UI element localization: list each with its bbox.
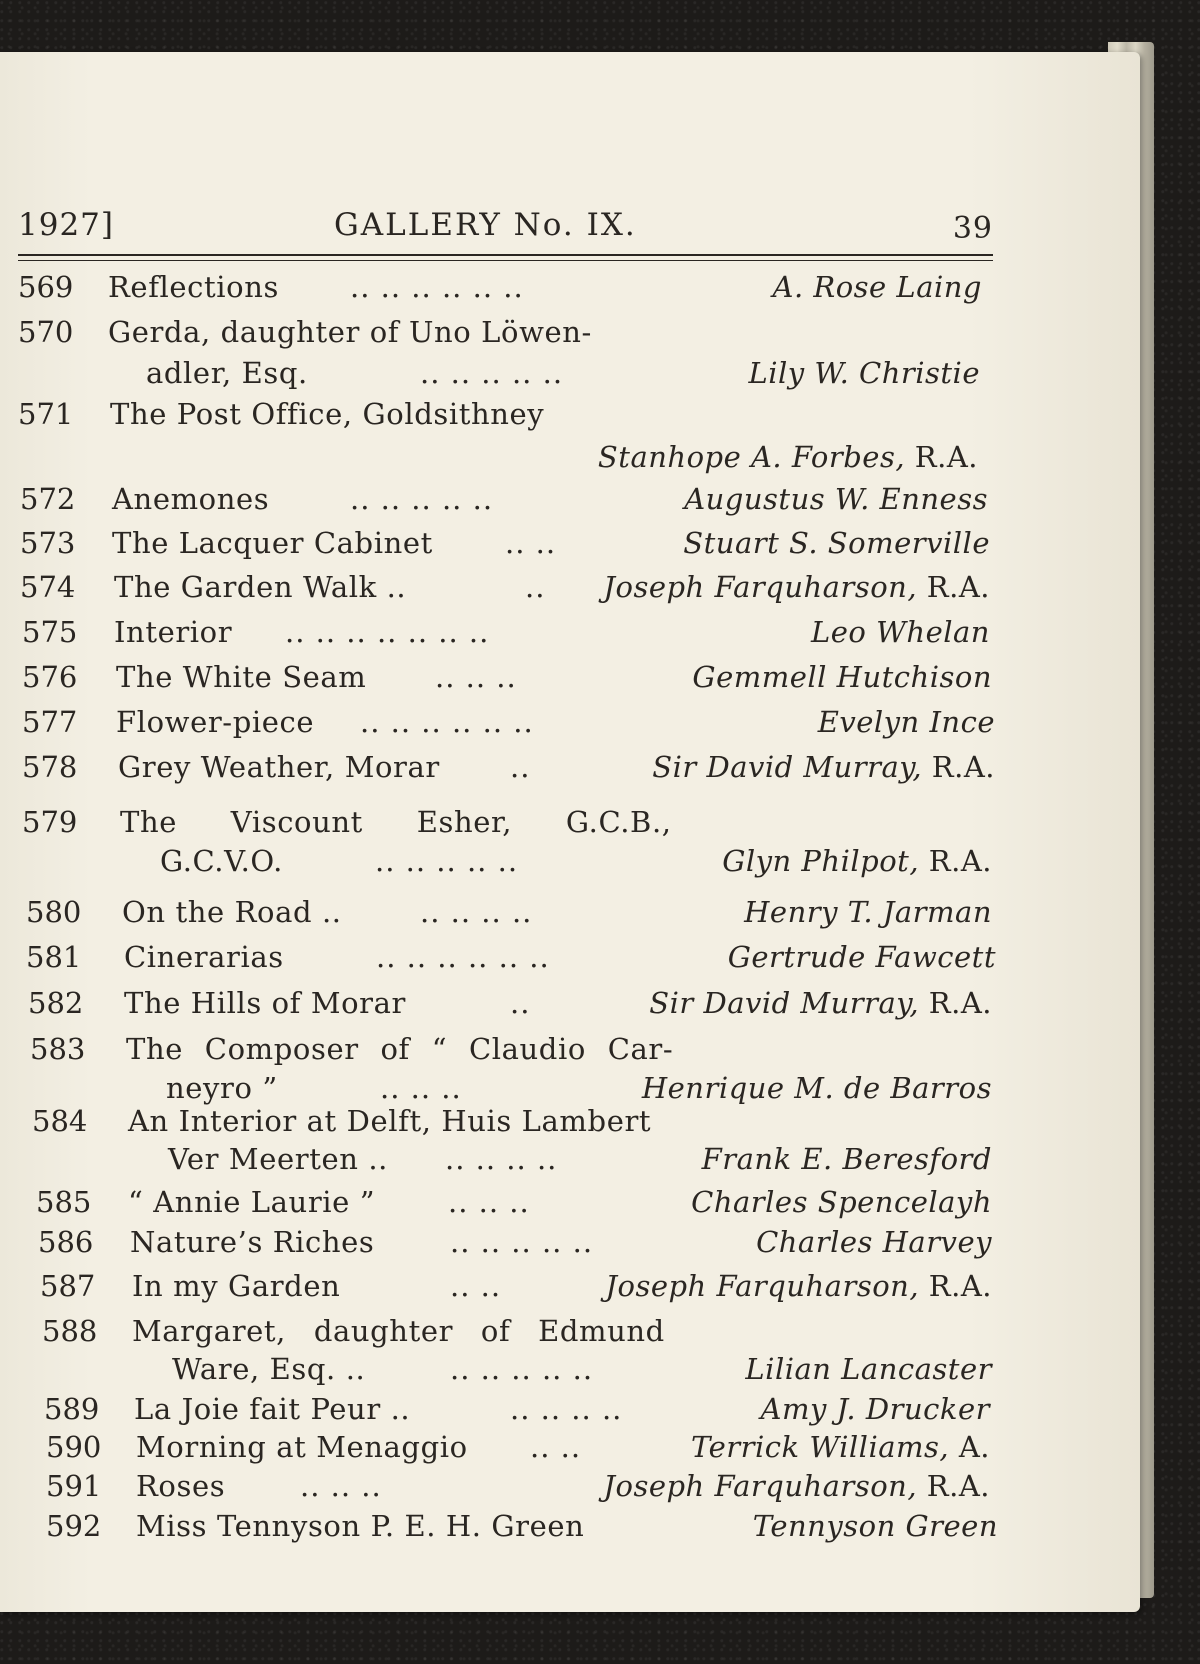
entry-title: The Composer of “ Claudio Car- [126, 1032, 674, 1066]
dot-leader: .. .. .. .. [510, 1392, 623, 1426]
catalogue-entry [0, 981, 1140, 1025]
entry-artist: Stanhope A. Forbes, R.A. [597, 440, 978, 474]
catalogue-entry [0, 477, 1140, 521]
entry-number: 569 [18, 270, 74, 304]
dot-leader: .. .. .. .. .. [375, 844, 519, 878]
catalogue-entry [0, 655, 1140, 699]
dot-leader: .. .. .. .. .. .. [350, 270, 524, 304]
entry-artist: Tennyson Green [752, 1509, 998, 1543]
entry-title-continued: Ver Meerten .. [168, 1142, 388, 1176]
entry-title: The Hills of Morar [124, 986, 406, 1020]
dot-leader: .. .. .. [380, 1071, 462, 1105]
catalogue-entry [0, 392, 1140, 436]
entry-title: An Interior at Delft, Huis Lambert [128, 1104, 652, 1138]
entry-title: Flower-piece [116, 705, 315, 739]
entry-artist: Glyn Philpot, R.A. [722, 844, 992, 878]
dot-leader: .. .. .. [300, 1469, 382, 1503]
entry-number: 580 [26, 895, 82, 929]
entry-artist: Amy J. Drucker [760, 1392, 990, 1426]
entry-number: 570 [18, 315, 74, 349]
book-page [0, 52, 1140, 1612]
page-content [0, 52, 1140, 1612]
entry-number: 581 [26, 940, 82, 974]
entry-number: 588 [42, 1314, 98, 1348]
entry-title: The Lacquer Cabinet [112, 526, 433, 560]
dot-leader: .. .. .. .. .. [420, 356, 564, 390]
entry-title: “ Annie Laurie ” [128, 1185, 376, 1219]
dot-leader: .. .. [505, 526, 557, 560]
entry-title: On the Road .. [122, 895, 342, 929]
entry-number: 591 [46, 1469, 102, 1503]
dot-leader: .. .. .. .. [420, 895, 533, 929]
catalogue-entry [0, 1027, 1140, 1071]
entry-number: 577 [22, 705, 78, 739]
entry-title: Nature’s Riches [130, 1225, 375, 1259]
entry-artist: Gertrude Fawcett [727, 940, 996, 974]
entry-artist: Sir David Murray, R.A. [649, 986, 992, 1020]
entry-title: Gerda, daughter of Uno Löwen- [108, 315, 592, 349]
header-rule-thick [18, 254, 993, 256]
entry-title-continued: neyro ” [166, 1071, 278, 1105]
entry-artist: Terrick Williams, A. [691, 1430, 990, 1464]
entry-number: 576 [22, 660, 78, 694]
catalogue-entry [0, 1425, 1140, 1469]
dot-leader: .. .. [530, 1430, 582, 1464]
entry-title: Grey Weather, Morar [118, 750, 440, 784]
dot-leader: .. .. .. .. .. .. .. [285, 615, 490, 649]
dot-leader: .. .. .. .. [445, 1142, 558, 1176]
entry-number: 592 [46, 1509, 102, 1543]
entry-number: 582 [28, 986, 84, 1020]
entry-title: Reflections [108, 270, 279, 304]
entry-artist: Joseph Farquharson, R.A. [603, 570, 990, 604]
catalogue-entry-continuation [0, 839, 1140, 883]
entry-artist: Augustus W. Enness [684, 482, 988, 516]
running-head-year: 1927] [18, 207, 114, 243]
dot-leader: .. .. .. [448, 1185, 530, 1219]
dot-leader: .. .. .. .. .. [450, 1352, 594, 1386]
entry-artist: Stuart S. Somerville [683, 526, 990, 560]
catalogue-entry [0, 1264, 1140, 1308]
entry-artist: Charles Harvey [756, 1225, 992, 1259]
entry-number: 590 [46, 1430, 102, 1464]
catalogue-entry-continuation [0, 1137, 1140, 1181]
entry-number: 573 [20, 526, 76, 560]
catalogue-entry [0, 1504, 1140, 1548]
entry-title: The Viscount Esher, G.C.B., [120, 805, 672, 839]
entry-artist: Leo Whelan [811, 615, 990, 649]
entry-artist: Joseph Farquharson, R.A. [603, 1469, 990, 1503]
entry-title: Roses [136, 1469, 226, 1503]
catalogue-entry [0, 745, 1140, 789]
entry-title-continued: Ware, Esq. .. [172, 1352, 366, 1386]
entry-title: Cinerarias [124, 940, 284, 974]
dot-leader: .. .. .. .. .. .. [360, 705, 534, 739]
entry-number: 583 [30, 1032, 86, 1066]
entry-artist: Evelyn Ince [817, 705, 995, 739]
entry-title-continued: G.C.V.O. [160, 844, 283, 878]
entry-title: Anemones [112, 482, 270, 516]
entry-artist: Sir David Murray, R.A. [652, 750, 995, 784]
entry-number: 587 [40, 1269, 96, 1303]
entry-artist: Lily W. Christie [748, 356, 980, 390]
entry-title: The White Seam [116, 660, 367, 694]
dot-leader: .. .. .. .. .. [350, 482, 494, 516]
entry-number: 586 [38, 1225, 94, 1259]
entry-number: 578 [22, 750, 78, 784]
entry-artist: Frank E. Beresford [701, 1142, 992, 1176]
dot-leader: .. .. [450, 1269, 502, 1303]
catalogue-entry [0, 265, 1140, 309]
dot-leader: .. .. .. .. .. .. [376, 940, 550, 974]
catalogue-entry-continuation [0, 1347, 1140, 1391]
catalogue-entry [0, 1464, 1140, 1508]
catalogue-entry [0, 700, 1140, 744]
running-head-title: GALLERY No. IX. [334, 207, 637, 243]
entry-number: 574 [20, 570, 76, 604]
running-head [18, 207, 993, 247]
entry-artist: Charles Spencelayh [691, 1185, 992, 1219]
entry-artist: Henrique M. de Barros [641, 1071, 992, 1105]
entry-title: The Post Office, Goldsithney [110, 397, 545, 431]
entry-title: In my Garden [132, 1269, 341, 1303]
entry-title: Interior [114, 615, 233, 649]
entry-number: 572 [20, 482, 76, 516]
catalogue-entry [0, 935, 1140, 979]
entry-title: Miss Tennyson P. E. H. Green [136, 1509, 585, 1543]
page-number: 39 [952, 211, 993, 246]
catalogue-entry [0, 1180, 1140, 1224]
entry-title: La Joie fait Peur .. [134, 1392, 411, 1426]
entry-artist: Lilian Lancaster [745, 1352, 992, 1386]
entry-title: The Garden Walk .. [114, 570, 407, 604]
entry-title: Morning at Menaggio [136, 1430, 468, 1464]
entry-artist: A. Rose Laing [772, 270, 982, 304]
entry-number: 575 [22, 615, 78, 649]
entry-number: 589 [44, 1392, 100, 1426]
entry-artist: Henry T. Jarman [744, 895, 992, 929]
entry-title-continued: adler, Esq. [146, 356, 308, 390]
dot-leader: .. [525, 570, 546, 604]
catalogue-entry [0, 310, 1140, 354]
entry-title: Margaret, daughter of Edmund [132, 1314, 665, 1348]
catalogue-entry [0, 521, 1140, 565]
catalogue-entry [0, 800, 1140, 844]
entry-artist: Joseph Farquharson, R.A. [605, 1269, 992, 1303]
catalogue-entry [0, 610, 1140, 654]
dot-leader: .. .. .. [435, 660, 517, 694]
dot-leader: .. [510, 750, 531, 784]
entry-number: 579 [22, 805, 78, 839]
entry-number: 585 [36, 1185, 92, 1219]
catalogue-entry-continuation [0, 351, 1140, 395]
catalogue-entry [0, 1220, 1140, 1264]
header-rule-thin [18, 260, 993, 261]
entry-number: 584 [32, 1104, 88, 1138]
catalogue-entry [0, 890, 1140, 934]
entry-artist: Gemmell Hutchison [692, 660, 992, 694]
dot-leader: .. [510, 986, 531, 1020]
entry-number: 571 [18, 397, 74, 431]
catalogue-entry-continuation [0, 435, 1140, 479]
catalogue-entry [0, 565, 1140, 609]
dot-leader: .. .. .. .. .. [450, 1225, 594, 1259]
